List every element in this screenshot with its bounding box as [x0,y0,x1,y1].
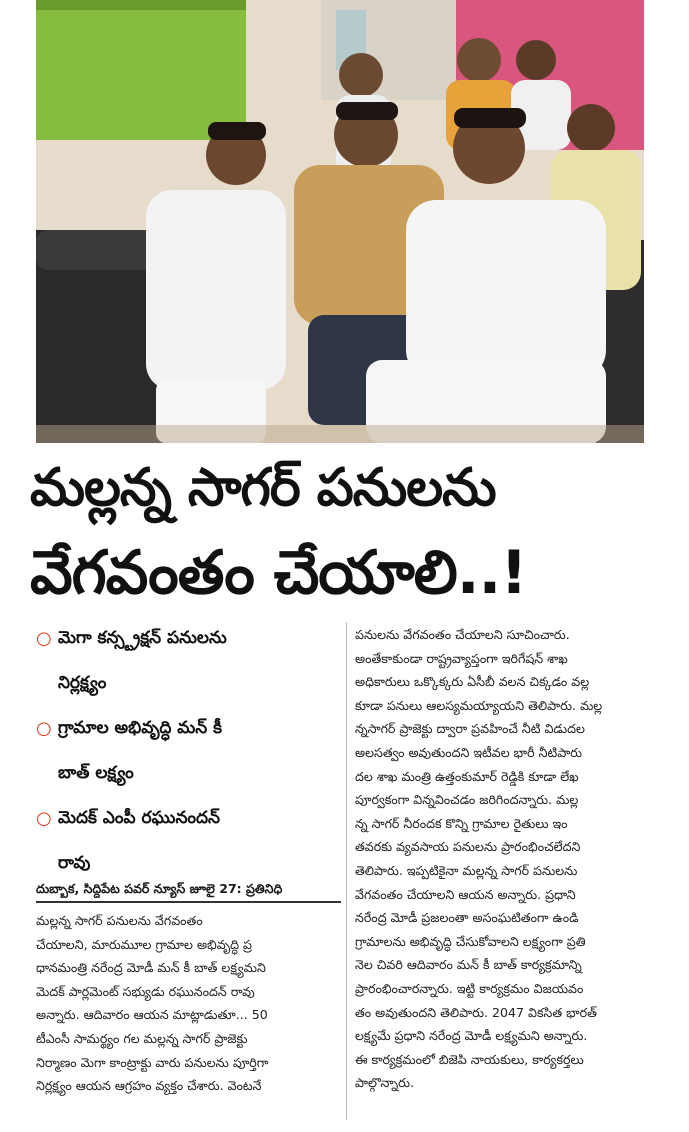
article-body-right-column [355,623,647,1095]
body-line: అన్నారు. ఆదివారం ఆయన మాట్లాడుతూ... 50 [36,1007,268,1023]
group-photo-illustration [36,0,644,443]
body-line: కూడా పనులు ఆలస్యమయ్యాయని తెలిపారు. మల్ల [355,697,603,713]
article-body-left-column [36,909,341,1098]
body-line: తం అవుతుందని తెలిపారు. 2047 వికసిత భారత్ [355,1004,597,1020]
highlights-list [36,616,336,886]
highlight-item [36,706,336,796]
highlight-text: మెగా కన్స్ట్రక్షన్ పనులను [58,628,227,648]
highlight-item [36,616,336,706]
body-line: దల శాఖ మంత్రి ఉత్తంకుమార్ రెడ్డికి కూడా లేఖ [355,768,579,784]
highlight-text: బాత్ లక్ష్యం [58,763,134,783]
body-line: నిర్మాణం మెగా కాంట్రాక్టు వారు పనులను పూర్తిగా [36,1054,269,1070]
body-line: పూర్వకంగా విన్నవించడం జరిగిందన్నారు. మల్ల [355,792,579,808]
body-line: న్నసాగర్ ప్రాజెక్టు ద్వారా ప్రవహించే నీటి విడుదల [355,721,585,737]
body-line: నరేంద్ర మోడీ ప్రజలంతా అసంఘటితంగా ఉండి [355,910,579,926]
body-line: అధికారులు ఒక్కొక్కరు ఏసీబీ వలన చిక్కడం వల్ల [355,674,590,690]
body-line: ధానమంత్రి నరేంద్ర మోడీ మన్ కీ బాత్ లక్ష్యమని [36,960,266,976]
body-line: మల్లన్న సాగర్ పనులను వేగవంతం [36,913,203,928]
body-line: పాల్గొన్నారు. [355,1075,414,1091]
body-line: నెల చివరి ఆదివారం మన్ కీ బాత్ కార్యక్రమాన్ని [355,957,582,973]
bullet-circle-icon: ○ [36,628,52,649]
body-line: గ్రామాలను అభివృద్ధి చేసుకోవాలని లక్ష్యంగా ప్రతి [355,933,586,949]
highlight-text: నిర్లక్ష్యం [58,673,107,693]
body-line: తవరకు వ్యవసాయ పనులను ప్రారంభించలేదని [355,839,581,855]
body-line: నిర్లక్ష్యం ఆయన ఆగ్రహం వ్యక్తం చేశారు. వెంటనే [36,1078,262,1094]
headline-line-2: వేగవంతం చేయాలి..! [30,538,527,608]
dateline: దుబ్బాక, సిద్దిపేట పవర్ న్యూస్ జూలై 27: ప్రతినిధి [36,877,341,903]
highlight-item [36,796,336,886]
body-line: అంతేకాకుండా రాష్ట్రవ్యాప్తంగా ఇరిగేషన్ శాఖ [355,650,568,666]
body-line: తెలిపారు. ఇప్పటికైనా మల్లన్న సాగర్ పనులను [355,862,578,878]
bullet-circle-icon: ○ [36,718,52,739]
column-divider [346,622,347,1120]
highlight-text: మెదక్ ఎంపీ రఘునందన్ [58,808,220,828]
bullet-circle-icon: ○ [36,808,52,829]
headline-line-1: మల్లన్న సాగర్ పనులను [30,458,496,518]
body-line: ఈ కార్యక్రమంలో బిజెపి నాయకులు, కార్యకర్తలు [355,1051,584,1067]
body-line: పనులను వేగవంతం చేయాలని సూచించారు. [355,627,570,642]
body-line: ప్రారంభించారన్నారు. ఇట్టి కార్యక్రమం విజయవం [355,980,584,996]
highlight-text: రావు [58,853,91,873]
news-photo [36,0,644,443]
body-line: లక్ష్యమే ప్రధాని నరేంద్ర మోడీ లక్ష్యమని అన్నారు. [355,1028,588,1044]
body-line: చేయాలని, మారుమూల గ్రామాల అభివృద్ధి ప్ర [36,936,253,952]
body-line: టీఎంసీ సామర్థ్యం గల మల్లన్న సాగర్ ప్రాజెక్టు [36,1030,248,1046]
body-line: మెదక్ పార్లమెంట్ సభ్యుడు రఘునందన్ రావు [36,983,255,999]
body-line: న్న సాగర్ నీరందక కొన్ని గ్రామాల రైతులు ఇం [355,815,568,831]
body-line: అలసత్వం అవుతుందని ఇటీవల భారీ నీటిపారు [355,744,583,760]
highlight-text: గ్రామాల అభివృద్ధి మన్ కీ [58,718,223,738]
body-line: వేగవంతం చేయాలని ఆయన అన్నారు. ప్రధాని [355,886,576,902]
